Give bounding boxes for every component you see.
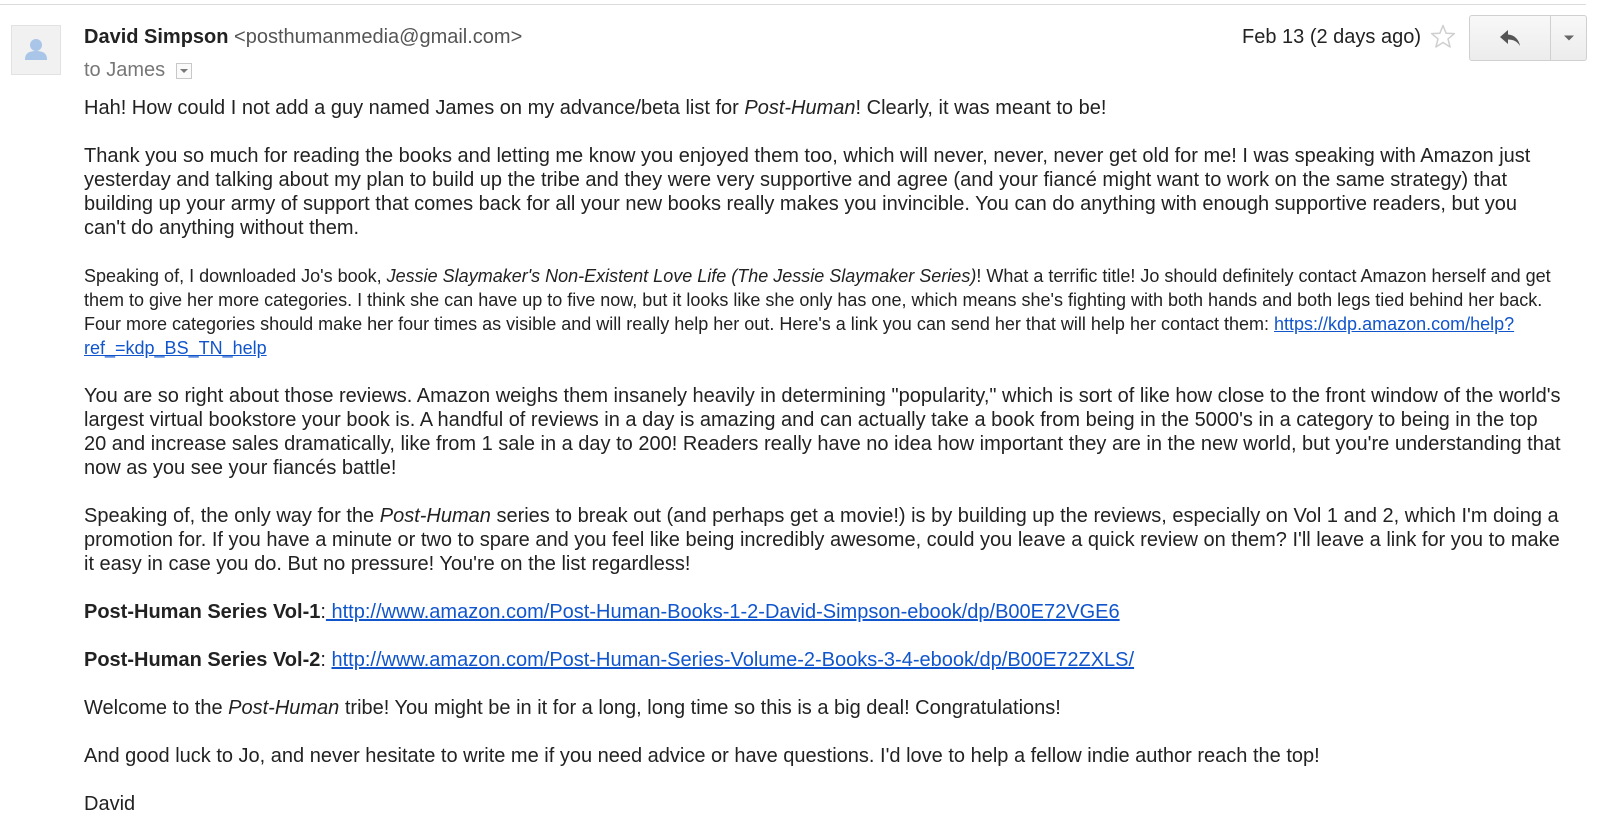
vol2-link[interactable]: http://www.amazon.com/Post-Human-Series-Volume-2-Books-3-4-ebook/dp/B00E72ZXLS/ bbox=[331, 649, 1135, 671]
paragraph-welcome: Welcome to the Post-Human tribe! You might be in it for a long, long time so this is a big deal! Congratulations! bbox=[84, 697, 1061, 719]
series-italic: Post-Human bbox=[228, 697, 340, 719]
vol1-link[interactable]: http://www.amazon.com/Post-Human-Books-1-2-David-Simpson-ebook/dp/B00E72VGE6 bbox=[325, 601, 1120, 623]
kdp-help-link[interactable]: https://kdp.amazon.com/help?ref_=kdp_BS_TN_help bbox=[84, 314, 1515, 358]
paragraph-reviews: You are so right about those reviews. Amazon weighs them insanely heavily in determining "popularity," which is sort of like how close to the front window of the world's largest virtual bookstore your book is. A handful of reviews in a day is amazing and can actually take a book from being in the 5000's in a category to being in the top 20 and increase sales dramatically, like from 1 sale in a day to 200! Readers really have no idea how important they are in the new world, but you're understanding that now as you see your fiancés battle! bbox=[84, 385, 1561, 479]
paragraph-promotion: Speaking of, the only way for the Post-Human series to break out (and perhaps get a movie!) is by building up the reviews, especially on Vol 1 and 2, which I'm doing a promotion for. If you have a minute or two to spare and you feel like being incredibly awesome, could you leave a quick review on them? I'll leave a link for you to make it easy in case you do. But no pressure! You're on the list regardless! bbox=[84, 505, 1560, 575]
vol2-label: Post-Human Series Vol-2 bbox=[84, 649, 321, 671]
reply-button[interactable] bbox=[1470, 16, 1551, 60]
message-body bbox=[84, 96, 1564, 816]
recipient-label: to James bbox=[84, 59, 166, 81]
vol1-line: Post-Human Series Vol-1: http://www.amazon.com/Post-Human-Books-1-2-David-Simpson-ebook/dp/B00E72VGE6 bbox=[84, 601, 1120, 623]
show-details-button[interactable] bbox=[176, 63, 192, 79]
paragraph-thanks: Thank you so much for reading the books and letting me know you enjoyed them too, which will never, never, never get old for me! I was speaking with Amazon just yesterday and talking about my plan to build up the tribe and they were very supportive and agree (and your fiancé might want to work on the same strategy) that building up your army of support that comes back for all your new books really makes you invincible. You can do anything with enough supportive readers, but you can't do anything without them. bbox=[84, 145, 1531, 239]
paragraph-jo-book: Speaking of, I downloaded Jo's book, Jessie Slaymaker's Non-Existent Love Life (The Jessie Slaymaker Series)! What a terrific title! Jo should definitely contact Amazon herself and get them to give her more categories. I think she can have up to five now, but it looks like she only has one, which means she's fighting with both hands and both legs tied behind her back. Four more categories should make her four times as visible and will really help her out. Here's a link you can send her that will help her contact them: https://kdp.amazon.com/help?ref_=kdp_BS_TN_help bbox=[84, 266, 1551, 358]
sender-email: <posthumanmedia@gmail.com> bbox=[234, 26, 523, 48]
message-date[interactable]: Feb 13 (2 days ago) bbox=[1242, 26, 1421, 48]
more-actions-button[interactable] bbox=[1551, 16, 1586, 60]
sender-avatar[interactable] bbox=[11, 25, 61, 75]
reply-button-group bbox=[1469, 15, 1587, 61]
paragraph-greeting: Hah! How could I not add a guy named James on my advance/beta list for Post-Human! Clearly, it was meant to be! bbox=[84, 97, 1107, 119]
sender-line bbox=[84, 25, 522, 49]
signature: David bbox=[84, 793, 136, 815]
person-icon bbox=[12, 26, 60, 74]
series-italic: Post-Human bbox=[379, 505, 491, 527]
star-outline-icon[interactable] bbox=[1429, 23, 1457, 51]
dropdown-arrow-icon bbox=[179, 67, 189, 75]
recipient-line bbox=[84, 58, 192, 82]
chevron-down-icon bbox=[1563, 34, 1575, 42]
vol2-line: Post-Human Series Vol-2: http://www.amazon.com/Post-Human-Series-Volume-2-Books-3-4-ebook/dp/B00E72ZXLS/ bbox=[84, 649, 1135, 671]
vol1-label: Post-Human Series Vol-1 bbox=[84, 601, 321, 623]
reply-arrow-icon bbox=[1498, 28, 1522, 48]
paragraph-good-luck: And good luck to Jo, and never hesitate to write me if you need advice or have questions. I'd love to help a fellow indie author reach the top! bbox=[84, 745, 1320, 767]
title-italic: Post-Human bbox=[744, 97, 856, 119]
top-divider bbox=[0, 4, 1586, 5]
book-title-italic: Jessie Slaymaker's Non-Existent Love Life (The Jessie Slaymaker Series) bbox=[386, 266, 977, 286]
sender-name[interactable]: David Simpson bbox=[84, 26, 229, 48]
